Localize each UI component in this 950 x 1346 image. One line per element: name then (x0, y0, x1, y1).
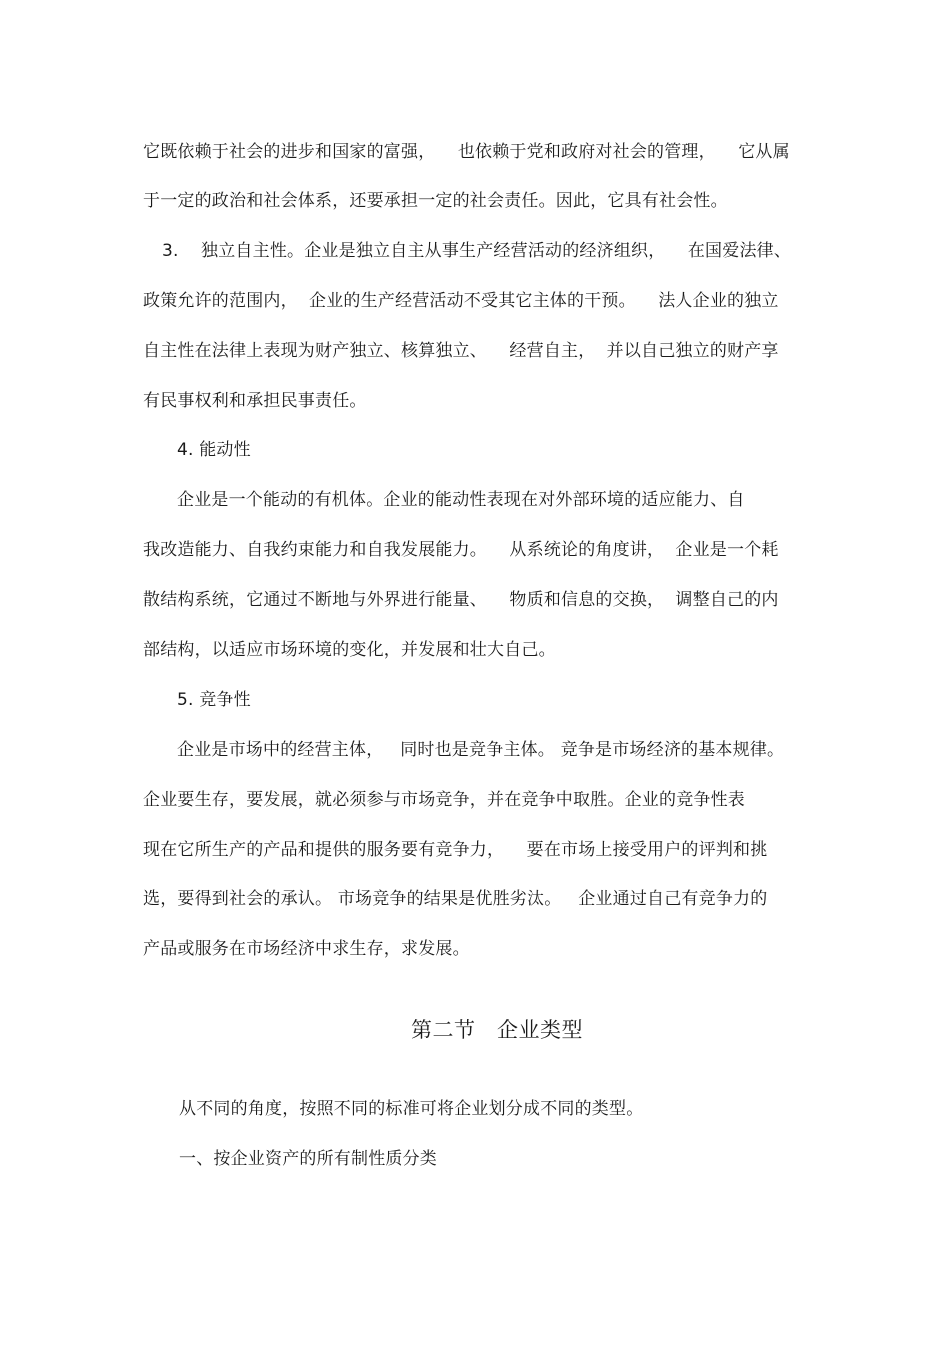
section-heading: 第二节 企业类型 (411, 1018, 584, 1042)
subsection-heading: 一、按企业资产的所有制性质分类 (179, 1149, 437, 1169)
text-line: 我改造能力、自我约束能力和自我发展能力。 从系统论的角度讲， 企业是一个耗 (143, 540, 779, 560)
text-line: 选，要得到社会的承认。 市场竞争的结果是优胜劣汰。 企业通过自己有竞争力的 (143, 889, 768, 909)
text-line: 企业要生存，要发展，就必须参与市场竞争，并在竞争中取胜。企业的竞争性表 (143, 790, 745, 810)
text-line: 现在它所生产的产品和提供的服务要有竞争力， 要在市场上接受用户的评判和挑 (143, 840, 768, 860)
list-item-heading: 5. 竞争性 (177, 690, 251, 710)
text-line: 自主性在法律上表现为财产独立、核算独立、 经营自主， 并以自己独立的财产享 (143, 341, 779, 361)
text-line: 散结构系统，它通过不断地与外界进行能量、 物质和信息的交换， 调整自己的内 (143, 590, 779, 610)
text-line: 部结构，以适应市场环境的变化，并发展和壮大自己。 (143, 640, 556, 660)
text-line: 产品或服务在市场经济中求生存，求发展。 (143, 939, 470, 959)
text-line: 从不同的角度，按照不同的标准可将企业划分成不同的类型。 (179, 1099, 644, 1119)
text-line: 3. 独立自主性。企业是独立自主从事生产经营活动的经济组织， 在国爱法律、 (162, 241, 792, 261)
text-line: 于一定的政治和社会体系，还要承担一定的社会责任。因此，它具有社会性。 (143, 191, 728, 211)
text-line: 它既依赖于社会的进步和国家的富强， 也依赖于党和政府对社会的管理， 它从属 (143, 142, 790, 162)
text-line: 企业是市场中的经营主体， 同时也是竞争主体。 竞争是市场经济的基本规律。 (177, 740, 785, 760)
text-line: 企业是一个能动的有机体。企业的能动性表现在对外部环境的适应能力、自 (177, 490, 745, 510)
text-line: 有民事权利和承担民事责任。 (143, 391, 367, 411)
text-line: 政策允许的范围内， 企业的生产经营活动不受其它主体的干预。 法人企业的独立 (143, 291, 779, 311)
list-item-heading: 4. 能动性 (177, 440, 251, 460)
